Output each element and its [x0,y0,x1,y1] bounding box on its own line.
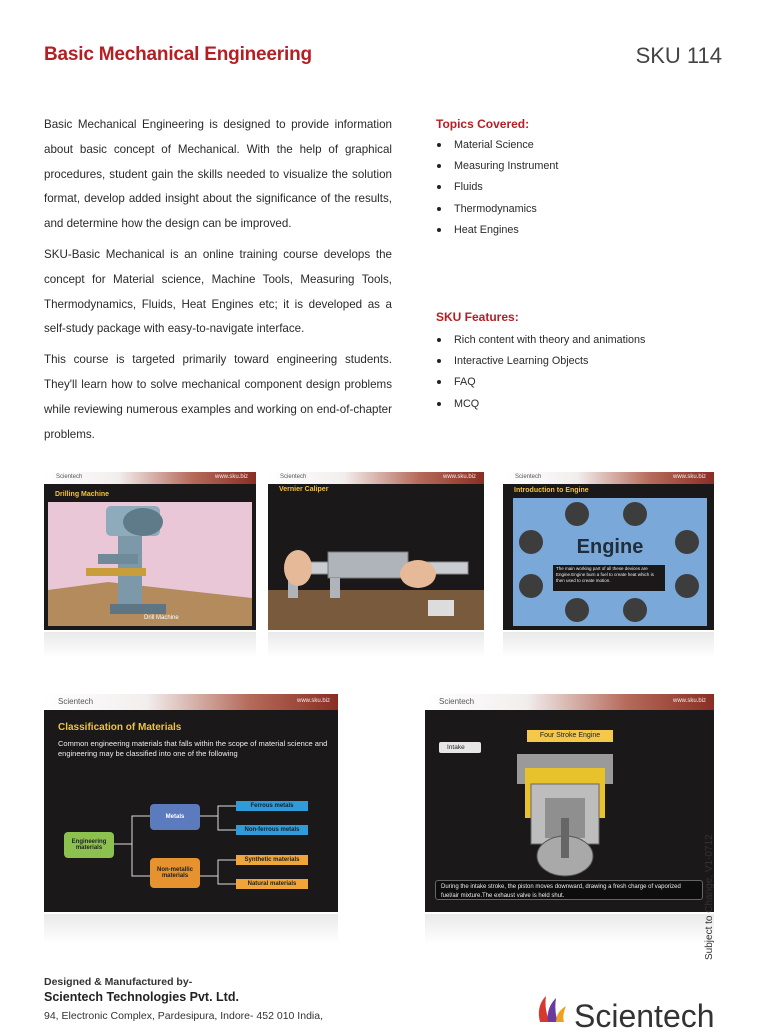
brand-label: Scientech [515,474,542,480]
motorcycle-icon [675,574,699,598]
brand-label: Scientech [439,697,475,706]
drill-caption: Drill Machine [144,615,179,621]
screenshot-drilling-machine [44,472,256,630]
screen-title: Classification of Materials [58,722,182,733]
intro-paragraph: This course is targeted primarily toward engineering students. They'll learn how to solve mechanical component design problems while reviewing numerous examples and working on end-of-chapter problems. [44,353,392,441]
node-natural: Natural materials [236,879,308,889]
helicopter-icon [565,598,589,622]
screen-header-bar [268,472,484,484]
car-icon [623,502,647,526]
topics-heading: Topics Covered: [436,117,530,131]
reflection [44,632,256,658]
page-title: Basic Mechanical Engineering [44,44,312,65]
screen-header-bar [503,472,714,484]
brand-label: Scientech [58,697,94,706]
scientech-logo-icon [532,992,568,1024]
four-stroke-title: Four Stroke Engine [527,730,613,742]
plane-icon [565,502,589,526]
screenshot-vernier-caliper [268,472,484,630]
node-non-metallic: Non-metallic materials [150,858,200,888]
list-item: Heat Engines [436,220,558,241]
list-item: MCQ [436,394,645,415]
designed-by-label: Designed & Manufactured by- [44,976,193,988]
truck-icon [623,598,647,622]
company-name: Scientech Technologies Pvt. Ltd. [44,990,239,1004]
features-list [436,330,645,415]
web-label: www.sku.biz [214,474,248,480]
brand-label: Scientech [280,474,307,480]
engine-description: The main working part of all these devices are Engine.Engine burn a fuel to create heat which is then used to create motion. [553,565,665,591]
screenshot-intro-engine [503,472,714,630]
list-item: FAQ [436,372,645,393]
list-item: Fluids [436,177,558,198]
intro-paragraph: Basic Mechanical Engineering is designed to provide information about basic concept of Mechanical. With the help of graphical procedures, student gain the skills needed to visualize the solution format, develop added insight about the significance of the results, and determine how the design can be improved. [44,118,392,231]
engine-cylinder-illustration [505,748,625,878]
topics-list [436,135,558,241]
sku-number: SKU 114 [635,43,722,68]
classification-text: Common engineering materials that falls within the scope of material science and engineering may be classified into one of the following [58,739,328,758]
intake-button[interactable]: Intake [439,742,481,753]
node-synthetic: Synthetic materials [236,855,308,865]
list-item: Rich content with theory and animations [436,330,645,351]
engine-word: Engine [576,536,644,558]
intro-text [44,113,392,453]
reflection [44,914,338,944]
node-ferrous: Ferrous metals [236,801,308,811]
brand-label: Scientech [56,474,83,480]
company-address: 94, Electronic Complex, Pardesipura, Indore- 452 010 India, [44,1010,323,1022]
node-non-ferrous: Non-ferrous metals [236,825,308,835]
intro-paragraph: SKU-Basic Mechanical is an online training course develops the concept for Material science, Machine Tools, Measuring Tools, Thermodynamics, Fluids, Heat Engines etc; it is developed as a self-study package with easy-to-navigate interface. [44,247,392,336]
vernier-caliper-illustration [268,532,484,630]
reflection [425,914,714,944]
reflection [268,632,484,658]
screenshot-classification-materials [44,694,338,912]
stroke-description: During the intake stroke, the piston moves downward, drawing a fresh charge of vaporized fuel/air mixture.The exhaust valve is held shut. [435,880,703,900]
list-item: Material Science [436,135,558,156]
features-heading: SKU Features: [436,310,519,324]
screen-title: Introduction to Engine [514,487,589,494]
list-item: Interactive Learning Objects [436,351,645,372]
web-label: www.sku.biz [296,698,330,704]
screen-header-bar [44,472,256,484]
node-engineering-materials: Engineering materials [64,832,114,858]
web-label: www.sku.biz [672,474,706,480]
screenshot-four-stroke-engine [425,694,714,912]
ship-icon [519,574,543,598]
list-item: Thermodynamics [436,199,558,220]
screen-header-bar [425,694,714,710]
vehicle-icon [519,530,543,554]
train-icon [675,530,699,554]
screen-title: Drilling Machine [55,491,110,498]
reflection [503,632,714,658]
engine-panel [513,498,707,626]
drilling-machine-illustration [48,502,252,626]
node-metals: Metals [150,804,200,830]
screen-title: Vernier Caliper [279,486,329,493]
version-note: Subject to Change, V1-0712 [704,834,715,960]
list-item: Measuring Instrument [436,156,558,177]
brand-logo-text: Scientech [574,998,715,1034]
web-label: www.sku.biz [442,474,476,480]
web-label: www.sku.biz [672,698,706,704]
